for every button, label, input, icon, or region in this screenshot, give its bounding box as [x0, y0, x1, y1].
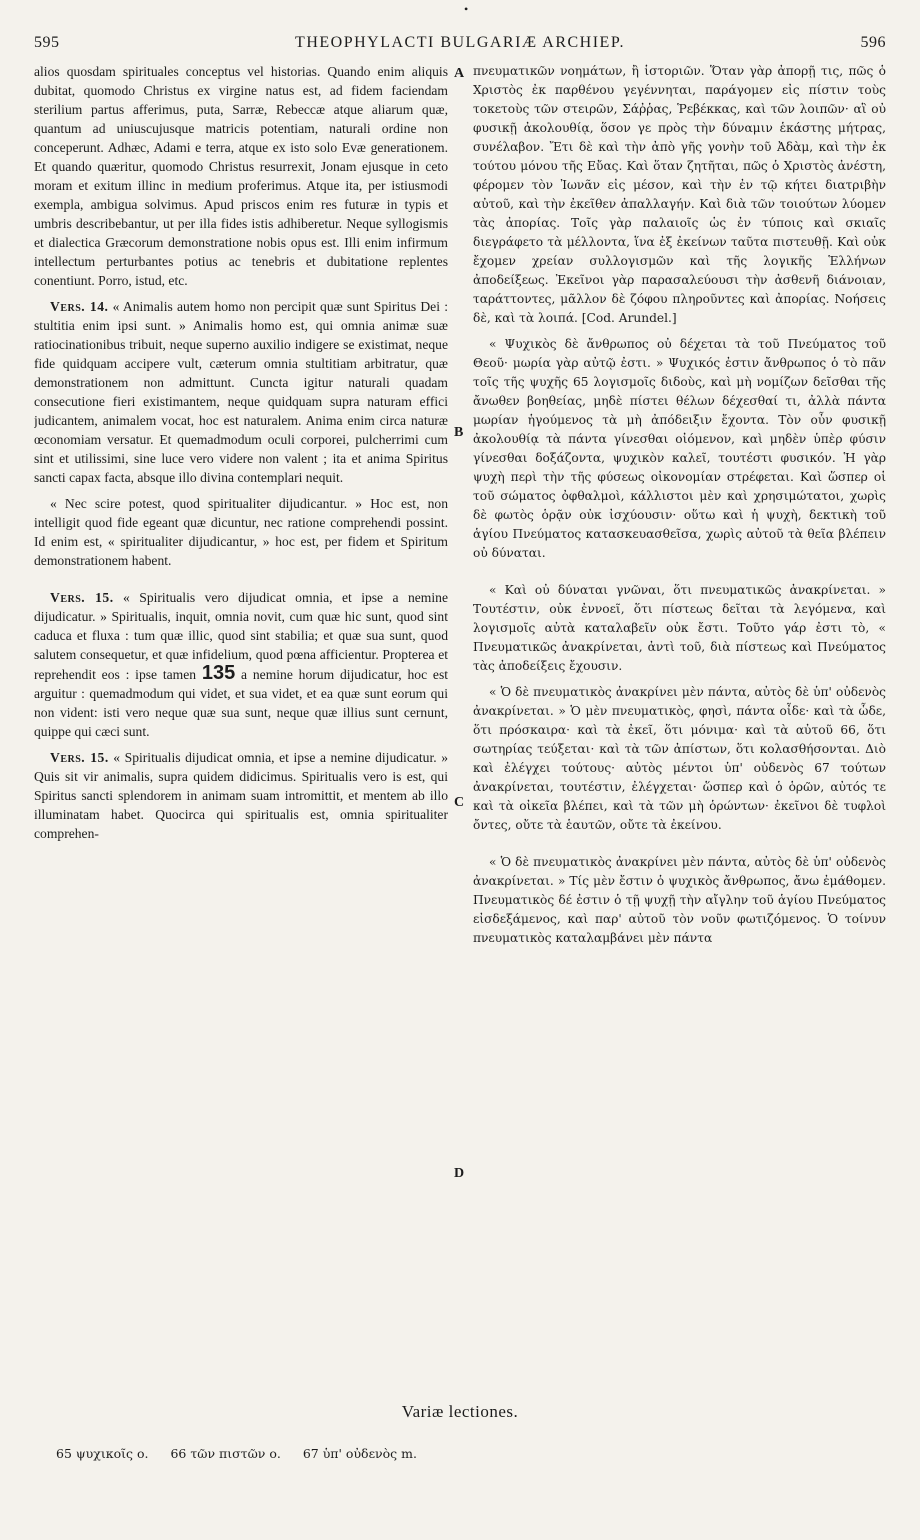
top-dot: • [464, 2, 469, 16]
greek-paragraph-2: « Ψυχικὸς δὲ ἄνθρωπος οὐ δέχεται τὰ τοῦ Πνεύματος τοῦ Θεοῦ· μωρία γὰρ αὐτῷ ἐστι. » Ψυχικός ἐστιν ἄνθρωπος ὁ τὸ πᾶν τοῖς τῆς ψυχῆς 65 λογισμοῖς διδοὺς, καὶ μὴ νομίζων δεῖσθαι τῆς ἄνωθεν βοηθείας, μηδὲ πίστει θέλων δέχεσθαί τι, ἀλλὰ πάντα μωρίαν ἡγούμενος τὰ μὴ ἀπόδειξιν ἔχοντα. Τὸν οὖν φυσικῇ ἀκολουθίᾳ τὰ πάντα γίνεσθαι οἰόμενον, καὶ μηδὲν ὑπὲρ φύσιν γίνεσθαι δοξάζοντα, ψυχικὸν καλεῖ, τουτέστι φυσικόν. Ἡ γὰρ ψυχὴ περὶ τὴν τῆς φύσεως οἰκονομίαν στρέφεται. Καὶ ὥσπερ οἱ τοῦ σώματος ὀφθαλμοὶ, κάλλιστοι μὲν καὶ χρησιμώτατοι, χωρὶς δὲ φωτὸς ὁρᾷν οὐκ ἰσχύουσιν· οὕτω καὶ ἡ ψυχὴ, δεκτικὴ τοῦ ἁγίου Πνεύματος κατασκευασθεῖσα, χωρὶς αὐτοῦ τὰ θεῖα βλέπειν οὐ δύναται. [473, 337, 886, 560]
page-number-right: 596 [860, 34, 886, 51]
running-title: THEOPHYLACTI BULGARIÆ ARCHIEP. [295, 34, 625, 51]
column-number: 135 [201, 662, 236, 684]
variae-lectiones-heading: Variæ lectiones. [401, 1402, 519, 1421]
verse-marker: Vers. 15. [50, 590, 114, 605]
greek-paragraph-3: « Καὶ οὐ δύναται γνῶναι, ὅτι πνευματικῶς ἀνακρίνεται. » Τουτέστιν, οὐκ ἐννοεῖ, ὅτι πίστεως δεῖται τὰ λεγόμενα, καὶ λογισμοῖς αὐτὰ καταλαβεῖν οὐκ ἔστι. Τοῦτο γάρ ἐστι τὸ, « Πνευματικῶς ἀνακρίνεται, ἀντὶ τοῦ, διὰ πίστεως καὶ Πνεύματος τὰς ἀποδείξεις ἔχουσιν. [473, 583, 886, 673]
latin-paragraph-4-text-b: a nemine horum dijudicatur, hoc est arguitur : quemadmodum qui videt, et sua videt, et ea quæ sunt eorum qui non vident: isti vero neque quæ sua sunt, neque quæ illius sunt cernunt, quippe qui cæci sunt. [34, 667, 448, 739]
latin-paragraph-4-text-a: « Spiritualis vero dijudicat omnia, et ipse a nemine dijudicatur. » Spiritualis, inquit, omnia novit, cum quæ hic sunt, quod sint caduca et fluxa : tum quæ illic, quod sint stabilia; et quæ sua sunt, quod salutem consequetur, et quæ infidelium, quod pœna afficientur. Propterea et reprehendit eos : ipse tamen [34, 590, 448, 682]
margin-letter-b: B [454, 425, 464, 440]
verse-marker: Vers. 14. [50, 299, 109, 314]
running-header [34, 34, 886, 56]
latin-column [34, 62, 448, 1367]
latin-paragraph-5-text: « Spiritualis dijudicat omnia, et ipse a nemine dijudicatur. » Quis sit vir animalis, supra quidem didicimus. Spiritualis vero is est, qui Spiritus sancti splendorem in animam suam intromittit, et mentem ab illo illuminatam habet. Quocirca qui spiritualis est, omnia spiritualiter comprehen- [34, 750, 448, 841]
greek-paragraph-5: « Ὁ δὲ πνευματικὸς ἀνακρίνει μὲν πάντα, αὐτὸς δὲ ὑπ' οὐδενὸς ἀνακρίνεται. » Τίς μὲν ἔστιν ὁ ψυχικὸς ἄνθρωπος, ἄνω ἐμάθομεν. Πνευματικὸς δέ ἐστιν ὁ τῇ ψυχῇ τὴν αἴγλην τοῦ ἁγίου Πνεύματος εἰσδεξάμενος, καὶ παρ' αὐτοῦ τὸν νοῦν φωτιζόμενος. Ὁ τοίνυν πνευματικὸς καταλαμβάνει μὲν πάντα [473, 855, 886, 945]
verse-marker: Vers. 15. [50, 750, 109, 765]
latin-paragraph-5 [34, 748, 448, 843]
footnote-65: 65 ψυχικοῖς ο. [56, 1446, 149, 1461]
margin-letter-a: A [454, 66, 465, 81]
greek-column [473, 62, 886, 1367]
latin-paragraph-2-text: « Animalis autem homo non percipit quæ sunt Spiritus Dei : stultitia enim ipsi sunt. » Animalis homo est, qui omnia animæ suæ ratiocinationibus tribuit, neque superno auxilio indigere se existimat, neque fide quidquam accipere vult, cæterum omnia stultitiam arbitratur, quæ demonstrationem non admittunt. Cuncta igitur naturali quadam consecutione fieri existimantem, neque quidquam supra naturam effici judicantem, animalem vocat, hoc est naturalem. Anima enim circa naturæ œconomiam versatur. Et quemadmodum oculi corporei, pulcherrimi cum sint et utilissimi, sine luce vero videre non valent ; ita et anima Spiritus sancti capax facta, absque illo divina contemplari nequit. [34, 299, 448, 485]
margin-letter-c: C [454, 795, 465, 810]
latin-paragraph-2 [34, 297, 448, 487]
page-number-left: 595 [34, 34, 60, 51]
margin-letter-d: D [454, 1166, 465, 1181]
footnote-67: 67 ὑπ' οὐδενὸς m. [302, 1446, 417, 1461]
footnote-66: 66 τῶν πιστῶν ο. [170, 1446, 281, 1461]
latin-paragraph-4 [34, 588, 448, 741]
latin-paragraph-3: « Nec scire potest, quod spiritualiter dijudicantur. » Hoc est, non intelligit quod fide egeant quæ dicuntur, nec ratione comprehendi possint. Id enim est, « spiritualiter dijudicantur, » hoc est, per fidem et Spiritum demonstrationem habent. [34, 496, 448, 568]
latin-paragraph-1: alios quosdam spirituales conceptus vel historias. Quando enim aliquis dubitat, quomodo Christus ex virgine natus est, ad fidem faciendam sterilium partus afferimus, puta, Sarræ, Rebeccæ atque aliarum quæ, quantum ad uniuscujusque matricis potentiam, naturali ordine non conceperunt. Adhæc, Adami e terra, atque ex isto solo Evæ generationem. Et quando quæritur, quomodo Christus resurrexit, Jonam ejusque in ceto moram et exitum illinc in medium proferimus. Atque ita, per istiusmodi exempla, ambigua solvimus. Apud priscos enim res futuræ in typis et umbris describebantur, ut per illa fides istis adhiberetur. Neque syllogismis et dialectica Græcorum demonstratione nobis opus est. Illi enim infirmum intellectum perturbantes potius ac tenebris et dubitatione replentes conentiunt. Porro, istud, etc. [34, 64, 448, 288]
footnotes [56, 1446, 876, 1461]
greek-paragraph-4: « Ὁ δὲ πνευματικὸς ἀνακρίνει μὲν πάντα, αὐτὸς δὲ ὑπ' οὐδενὸς ἀνακρίνεται. » Ὁ μὲν πνευματικὸς, φησὶ, πάντα οἶδε· καὶ τὰ ὧδε, ὅτι πρόσκαιρα· καὶ τὰ ἐκεῖ, ὅτι μόνιμα· καὶ τὰ αὐτοῦ 66, ὅτι σωτηρίας τεύξεται· καὶ τὰ τῶν ἀπίστων, ὅτι κολασθήσονται. Διὸ καὶ ἐλέγχει τούτους· αὐτὸς μέντοι ὑπ' οὐδενὸς 67 τούτων ἀνακρίνεται, τουτέστιν, ἐλέγχεται· ὥσπερ καὶ ὁ ὁρῶν, αὐτός τε καὶ τὰ οἰκεῖα βλέπει, καὶ τὰ τῶν μὴ ὁρώντων· ἐκεῖνοι δὲ τυφλοὶ ὄντες, οὔτε τὰ ἑαυτῶν, οὔτε τὰ ἐκείνου. [473, 685, 886, 832]
greek-paragraph-1: πνευματικῶν νοημάτων, ἢ ἱστοριῶν. Ὅταν γὰρ ἀπορῇ τις, πῶς ὁ Χριστὸς ἐκ παρθένου γεγέννηται, παράγομεν εἰς πίστιν τοὺς τοκετοὺς τῶν στειρῶν, Σάῤῥας, Ῥεβέκκας, καὶ τῶν λοιπῶν· αἳ οὐ φυσικῇ ἀκολουθίᾳ, ὅσον γε πρὸς τὴν δύναμιν ἑκάστης μήτρας, συνέλαβον. Ἔτι δὲ καὶ τὴν ἀπὸ γῆς γονὴν τοῦ Ἀδὰμ, καὶ τὴν ἐκ τούτου μόνου τῆς Εὔας. Καὶ ὅταν ζητῆται, πῶς ὁ Χριστὸς ἀνέστη, φέρομεν τὸν Ἰωνᾶν εἰς μέσον, καὶ τὴν ἐν τῷ κήτει διατριβὴν αὐτοῦ, καὶ τὴν ἐκεῖθεν ἀπαλλαγήν. Καὶ διὰ τῶν τοιούτων λύομεν τὰς ἀπορίας. Τοῖς γὰρ παλαιοῖς ὡς ἐν τύποις καὶ σκιαῖς διεγράφετο τὰ μέλλοντα, ἵνα ἐξ ἐκείνων ταῦτα πιστευθῇ. Καὶ οὐκ ἔχομεν χρείαν συλλογισμῶν καὶ τῆς λογικῆς Ἑλλήνων ἀποδείξεως. Ἐκεῖνοι γὰρ παρασαλεύουσι τὴν ἀσθενῆ διάνοιαν, ταράττοντες, μᾶλλον δὲ ζόφου πληροῦντες καὶ ἀπορίας. Νοήσεις δὲ, καὶ τὰ λοιπά. [Cod. Arundel.] [473, 64, 886, 325]
